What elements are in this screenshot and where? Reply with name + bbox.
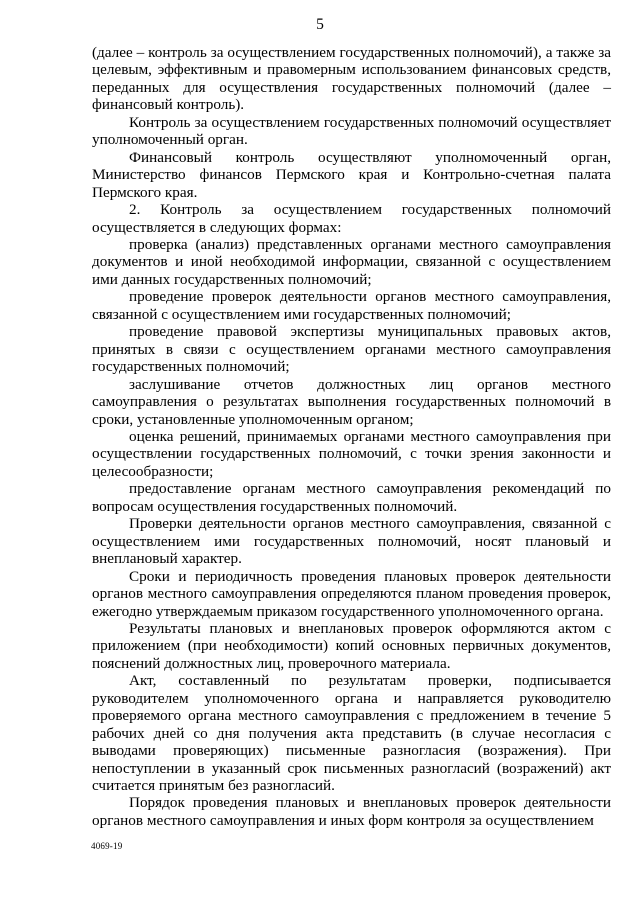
paragraph: Результаты плановых и внеплановых проверок оформляются актом с приложением (при необходимости) копий основных первичных документов, пояснений должностных лиц, проверочного материала. — [92, 619, 611, 672]
list-item: проверка (анализ) представленных органами местного самоуправления документов и иной необходимой информации, связанной с осуществлением ими данных государственных полномочий; — [92, 235, 611, 288]
list-item: заслушивание отчетов должностных лиц органов местного самоуправления о результатах выполнения государственных полномочий в сроки, установленные уполномоченным органом; — [92, 375, 611, 428]
list-item: оценка решений, принимаемых органами местного самоуправления при осуществлении государственных полномочий, с точки зрения законности и целесообразности; — [92, 427, 611, 480]
list-item: проведение проверок деятельности органов местного самоуправления, связанной с осуществлением ими государственных полномочий; — [92, 288, 611, 323]
paragraph: Акт, составленный по результатам проверки, подписывается руководителем уполномоченного органа и направляется руководителю проверяемого органа местного самоуправления с предложением в течение 5 рабочих дней со дня получения акта представить (в случае несогласия с выводами проверяющих) письменные разногласия (возражения). При непоступлении в указанный срок письменных разногласий (возражений) акт считается принятым без разногласий. — [92, 672, 611, 795]
document-body — [92, 44, 611, 829]
document-code: 4069-19 — [91, 841, 123, 851]
paragraph: Проверки деятельности органов местного самоуправления, связанной с осуществлением ими государственных полномочий, носят плановый и внеплановый характер. — [92, 515, 611, 568]
paragraph-continuation: (далее – контроль за осуществлением государственных полномочий), а также за целевым, эффективным и правомерным использованием финансовых средств, переданных для осуществления государственных полномочий (далее – финансовый контроль). — [92, 44, 611, 114]
list-item: проведение правовой экспертизы муниципальных правовых актов, принятых в связи с осуществлением органами местного самоуправления государственных полномочий; — [92, 323, 611, 376]
paragraph: Контроль за осуществлением государственных полномочий осуществляет уполномоченный орган. — [92, 113, 611, 149]
paragraph: Сроки и периодичность проведения плановых проверок деятельности органов местного самоуправления определяются планом проведения проверок, ежегодно утверждаемым приказом государственного уполномоченного органа. — [92, 567, 611, 620]
paragraph: Порядок проведения плановых и внеплановых проверок деятельности органов местного самоуправления и иных форм контроля за осуществлением — [92, 794, 611, 829]
paragraph: Финансовый контроль осуществляют уполномоченный орган, Министерство финансов Пермского края и Контрольно-счетная палата Пермского края. — [92, 148, 611, 201]
list-item: предоставление органам местного самоуправления рекомендаций по вопросам осуществления государственных полномочий. — [92, 480, 611, 515]
paragraph-section-2: 2. Контроль за осуществлением государственных полномочий осуществляется в следующих формах: — [92, 201, 611, 236]
page-number: 5 — [316, 16, 324, 33]
